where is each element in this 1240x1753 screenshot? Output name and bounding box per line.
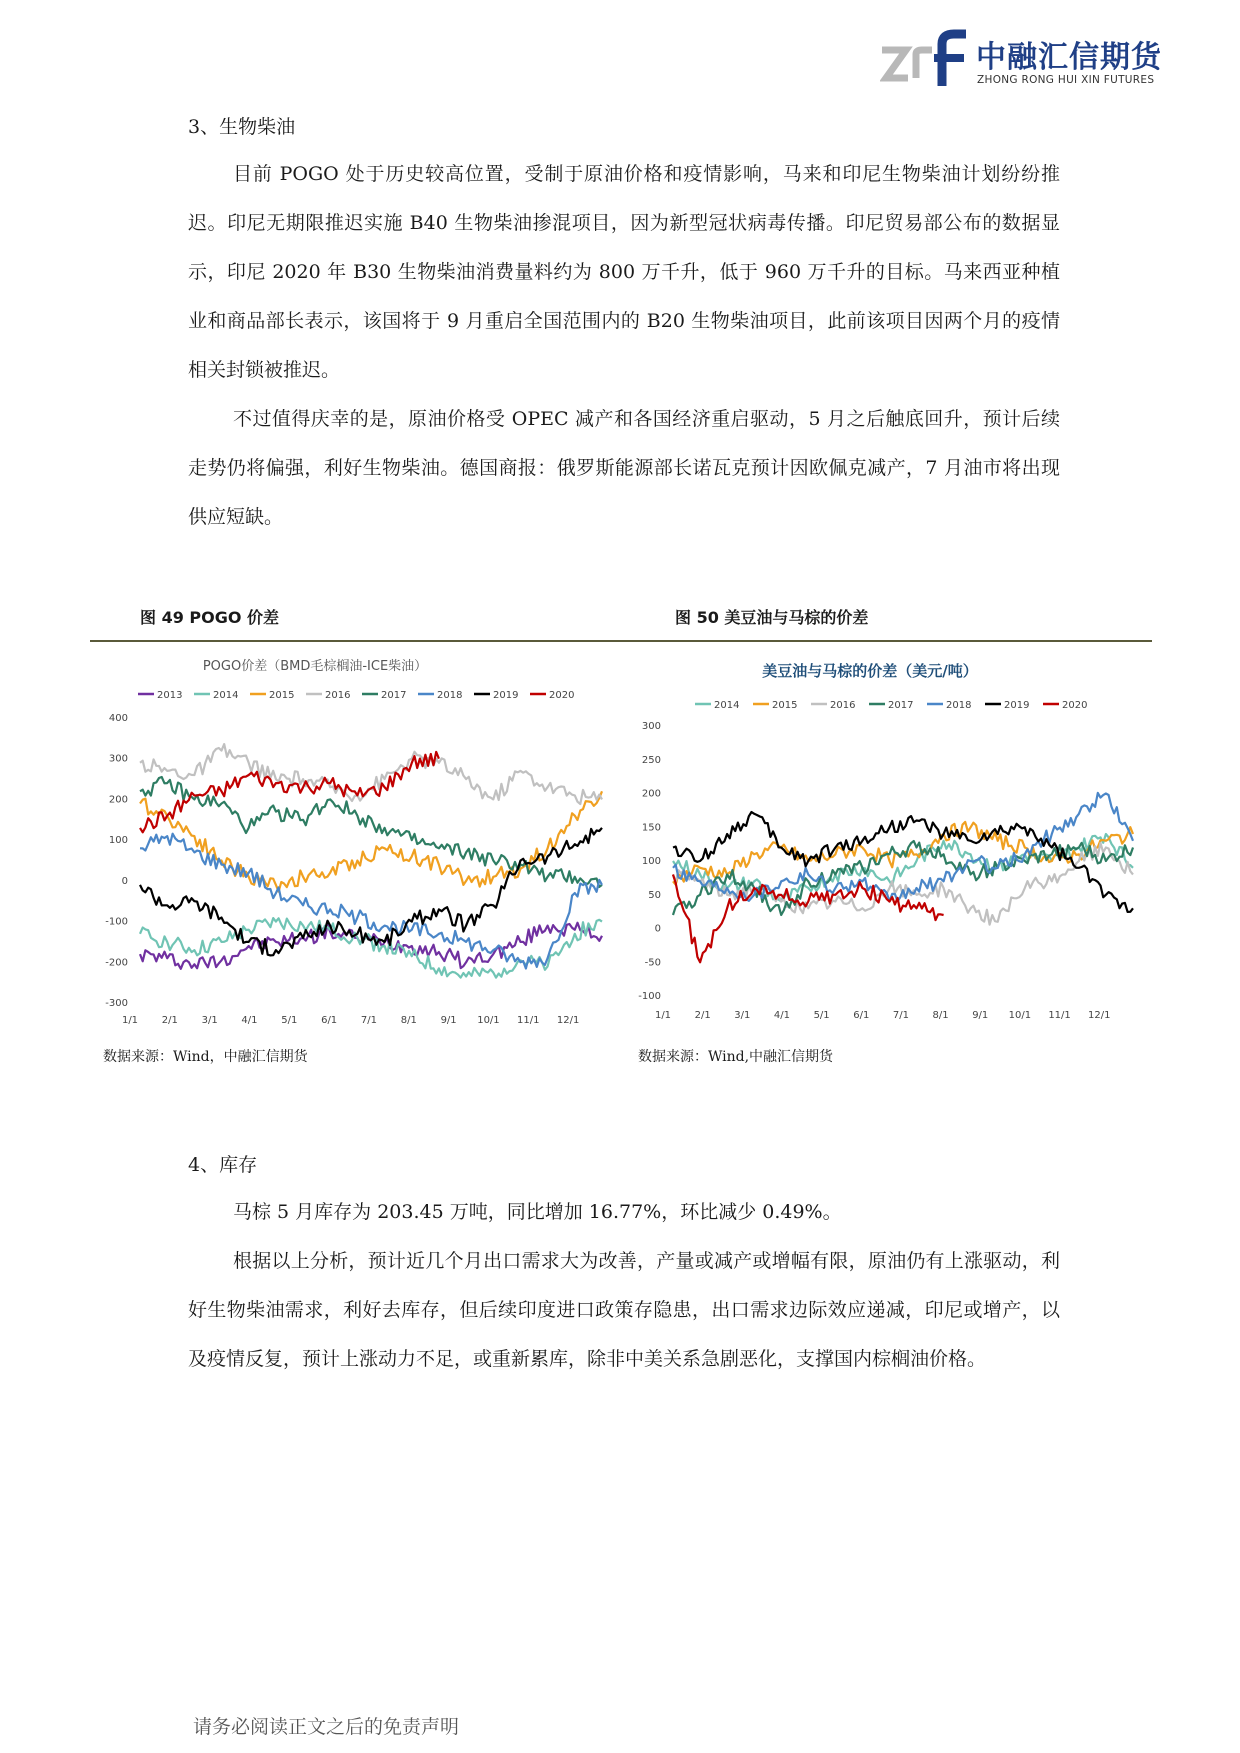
figure-50-source: 数据来源：Wind,中融汇信期货 [638,1049,834,1065]
legend-label-2018: 2018 [437,690,463,701]
section-heading-inventory: 4、库存 [188,1154,258,1176]
x-tick-label: 11/1 [1048,1010,1071,1021]
legend-label-2016: 2016 [830,700,856,711]
y-tick-label: 300 [641,721,661,732]
y-tick-label: 100 [108,835,128,847]
legend-label-2014: 2014 [714,700,740,711]
chart-title: POGO价差（BMD毛棕榈油-ICE柴油） [202,659,428,674]
x-tick-label: 12/1 [556,1015,580,1026]
figure-49-title: 图 49 POGO 价差 [140,608,280,627]
series-line-2016 [140,744,602,804]
y-tick-label: -50 [644,957,661,969]
figure-49-source: 数据来源：Wind，中融汇信期货 [103,1049,308,1065]
legend-label-2013: 2013 [157,690,183,701]
x-tick-label: 2/1 [694,1010,711,1021]
x-tick-label: 10/1 [477,1015,500,1026]
legend-label-2018: 2018 [946,700,972,711]
chart-title: 美豆油与马棕的价差（美元/吨） [762,662,978,680]
chart-pogo-spread [100,648,615,1038]
x-tick-label: 10/1 [1008,1010,1032,1021]
y-tick-label: 300 [108,753,128,765]
legend-label-2020: 2020 [1062,700,1088,711]
paragraph-biodiesel-1: 目前 POGO 处于历史较高位置，受制于原油价格和疫情影响，马来和印尼生物柴油计划纷纷推迟。印尼无期限推迟实施 B40 生物柴油掺混项目，因为新型冠状病毒传播。印尼贸易部公布的数据显示，印尼 2020 年 B30 生物柴油消费量料约为 800 万千升，低于 960 万千升的目标。马来西亚种植业和商品部长表示，该国将于 9 月重启全国范围内的 B20 生物柴油项目，此前该项目因两个月的疫情相关封锁被推迟。 [188,163,1060,381]
footer-disclaimer: 请务必阅读正文之后的免责声明 [193,1716,460,1738]
legend-label-2020: 2020 [549,690,575,701]
figure-divider [90,640,1152,642]
y-tick-label: -100 [105,916,128,928]
zrf-logo-icon [880,28,970,90]
legend-label-2019: 2019 [1004,700,1030,711]
legend-label-2019: 2019 [493,690,519,701]
paragraph-biodiesel-2: 不过值得庆幸的是，原油价格受 OPEC 减产和各国经济重启驱动，5 月之后触底回升，预计后续走势仍将偏强，利好生物柴油。德国商报：俄罗斯能源部长诺瓦克预计因欧佩克减产，7 月油市将出现供应短缺。 [188,408,1060,528]
y-tick-label: 200 [108,794,128,806]
y-tick-label: -200 [105,957,128,969]
x-tick-label: 1/1 [121,1015,139,1026]
x-tick-label: 5/1 [813,1010,830,1021]
legend-label-2014: 2014 [213,690,239,701]
legend-label-2015: 2015 [772,700,798,711]
legend-label-2016: 2016 [325,690,351,701]
x-tick-label: 7/1 [892,1010,909,1021]
chart-soyoil-palm-spread [635,648,1145,1038]
y-tick-label: 250 [641,754,661,766]
x-tick-label: 12/1 [1087,1010,1111,1021]
y-tick-label: 0 [121,875,128,887]
x-tick-label: 6/1 [853,1010,870,1021]
x-tick-label: 4/1 [241,1015,258,1026]
x-tick-label: 8/1 [400,1015,417,1026]
legend-label-2017: 2017 [888,700,914,711]
y-tick-label: 150 [641,822,661,834]
x-tick-label: 7/1 [360,1015,378,1026]
x-tick-label: 3/1 [734,1010,751,1021]
x-tick-label: 4/1 [773,1010,791,1021]
y-tick-label: -300 [105,998,128,1009]
x-tick-label: 8/1 [932,1010,949,1021]
paragraph-inventory-1: 马棕 5 月库存为 203.45 万吨，同比增加 16.77%，环比减少 0.49%。 [233,1201,842,1223]
y-tick-label: -100 [638,991,661,1002]
company-logo [880,28,1170,90]
logo-chinese-name: 中融汇信期货 [976,40,1162,75]
x-tick-label: 3/1 [201,1015,218,1026]
y-tick-label: 200 [641,788,661,800]
y-tick-label: 400 [108,713,128,724]
paragraph-inventory-2: 根据以上分析，预计近几个月出口需求大为改善，产量或减产或增幅有限，原油仍有上涨驱动，利好生物柴油需求，利好去库存，但后续印度进口政策存隐患，出口需求边际效应递减，印尼或增产，以及疫情反复，预计上涨动力不足，或重新累库，除非中美关系急剧恶化，支撑国内棕榈油价格。 [188,1250,1060,1370]
x-tick-label: 9/1 [972,1010,989,1021]
y-tick-label: 100 [641,856,661,867]
legend-label-2015: 2015 [269,690,295,701]
x-tick-label: 9/1 [440,1015,457,1026]
x-tick-label: 1/1 [654,1010,672,1021]
legend-label-2017: 2017 [381,690,407,701]
section-heading-biodiesel: 3、生物柴油 [188,116,296,138]
figure-50-title: 图 50 美豆油与马棕的价差 [675,608,869,627]
logo-english-name: ZHONG RONG HUI XIN FUTURES [977,74,1155,86]
series-line-2015 [140,791,602,891]
x-tick-label: 6/1 [321,1015,338,1026]
series-line-2017 [140,777,602,887]
y-tick-label: 50 [648,889,661,901]
y-tick-label: 0 [654,923,661,935]
x-tick-label: 2/1 [161,1015,178,1026]
x-tick-label: 5/1 [281,1015,298,1026]
x-tick-label: 11/1 [517,1015,540,1026]
